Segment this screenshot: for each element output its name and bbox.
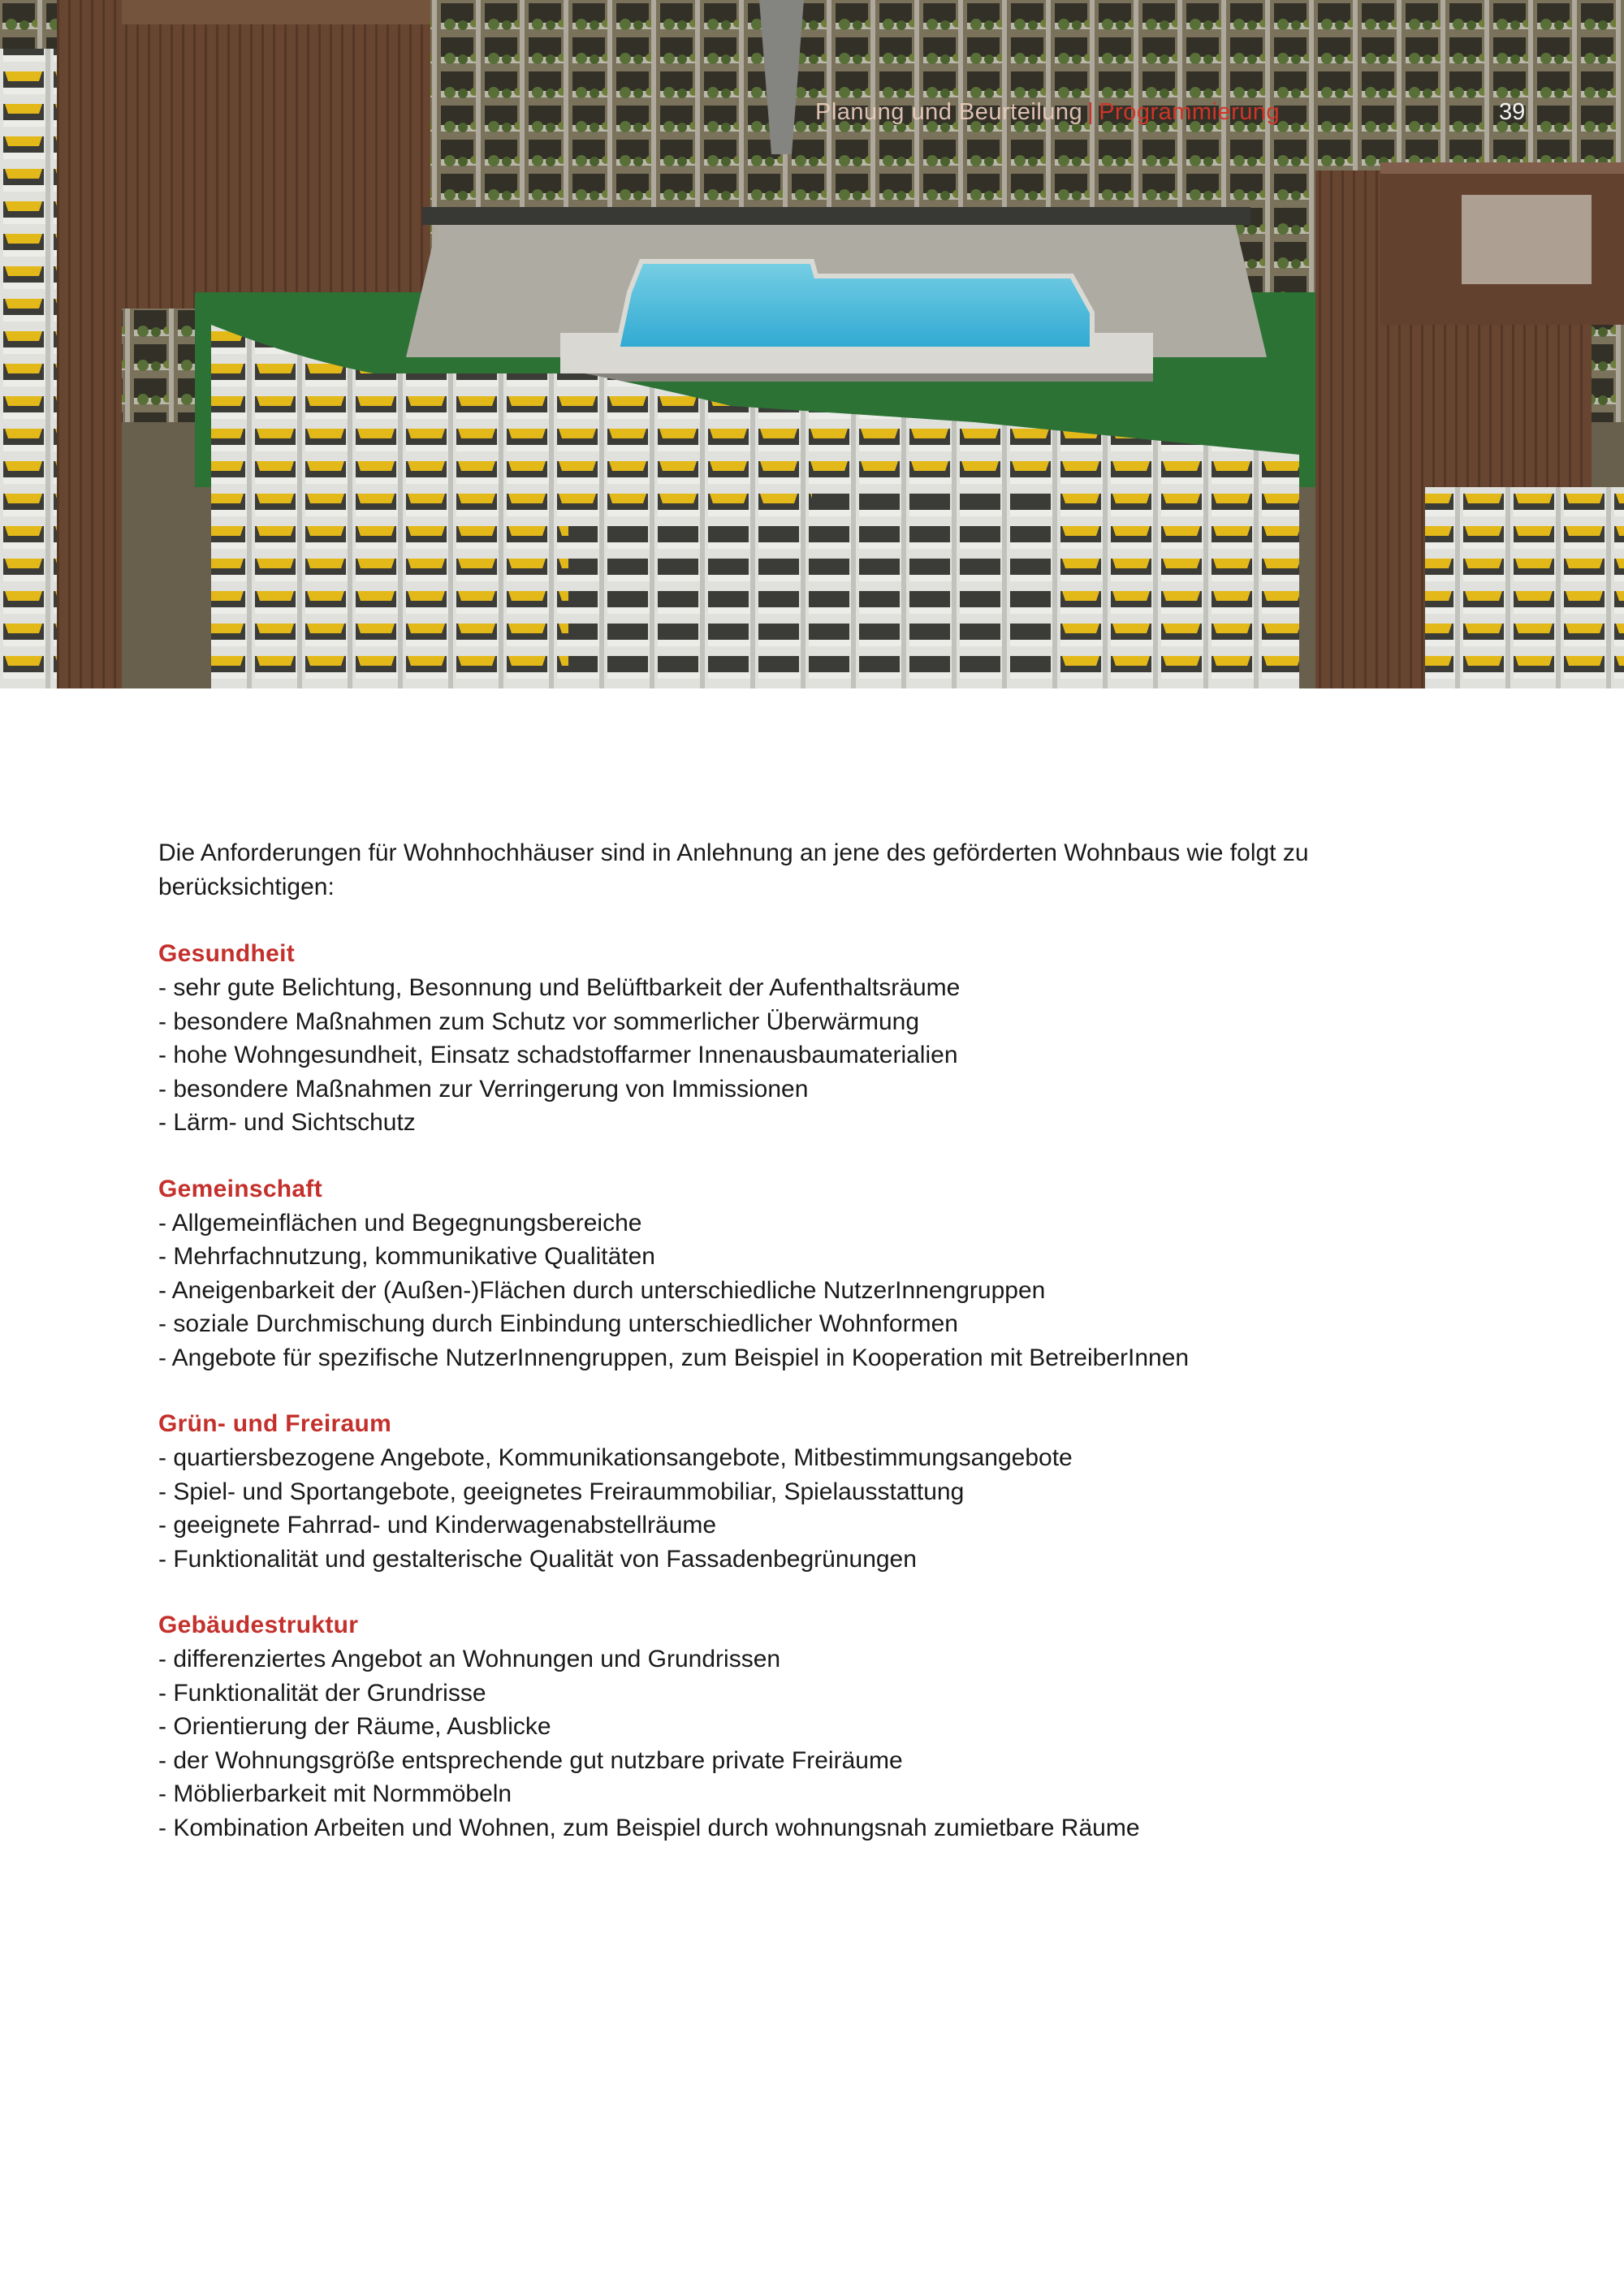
list-item: - Aneigenbarkeit der (Außen-)Flächen durch unterschiedliche NutzerInnengruppen [158, 1274, 1409, 1308]
list-item: - soziale Durchmischung durch Einbindung unterschiedlicher Wohnformen [158, 1307, 1409, 1341]
section-gemeinschaft [158, 1172, 1409, 1375]
list-item: - differenziertes Angebot an Wohnungen und Grundrissen [158, 1642, 1409, 1677]
bullet-list [158, 1441, 1409, 1576]
bullet-list [158, 1206, 1409, 1375]
list-item: - hohe Wohngesundheit, Einsatz schadstoffarmer Innenausbaumaterialien [158, 1038, 1409, 1072]
main-content [158, 836, 1409, 1877]
list-item: - sehr gute Belichtung, Besonnung und Belüftbarkeit der Aufenthaltsräume [158, 971, 1409, 1005]
bullet-list [158, 1642, 1409, 1845]
section-heading: Gemeinschaft [158, 1175, 322, 1202]
list-item: - Angebote für spezifische NutzerInnengruppen, zum Beispiel in Kooperation mit BetreiberInnen [158, 1341, 1409, 1375]
list-item: - Lärm- und Sichtschutz [158, 1106, 1409, 1140]
list-item: - besondere Maßnahmen zum Schutz vor sommerlicher Überwärmung [158, 1005, 1409, 1039]
list-item: - Spiel- und Sportangebote, geeignetes Freiraummobiliar, Spielausstattung [158, 1475, 1409, 1509]
list-item: - Mehrfachnutzung, kommunikative Qualitäten [158, 1240, 1409, 1274]
list-item: - Möblierbarkeit mit Normmöbeln [158, 1777, 1409, 1811]
list-item: - Kombination Arbeiten und Wohnen, zum Beispiel durch wohnungsnah zumietbare Räume [158, 1811, 1409, 1845]
running-head-chapter: Programmierung [1099, 99, 1281, 125]
bullet-list [158, 971, 1409, 1140]
list-item: - besondere Maßnahmen zur Verringerung von Immissionen [158, 1072, 1409, 1107]
section-gebaeudestruktur [158, 1608, 1409, 1845]
list-item: - der Wohnungsgröße entsprechende gut nutzbare private Freiräume [158, 1744, 1409, 1778]
running-head [815, 99, 1280, 126]
list-item: - Allgemeinflächen und Begegnungsbereiche [158, 1206, 1409, 1241]
list-item: - geeignete Fahrrad- und Kinderwagenabstellräume [158, 1508, 1409, 1543]
page-number: 39 [1499, 99, 1526, 125]
list-item: - Orientierung der Räume, Ausblicke [158, 1710, 1409, 1744]
hero-image [0, 0, 1624, 688]
section-heading: Gesundheit [158, 940, 296, 967]
section-heading: Gebäudestruktur [158, 1612, 359, 1638]
running-head-section: Planung und Beurteilung [815, 99, 1083, 125]
running-head-separator: | [1087, 99, 1095, 125]
intro-paragraph: Die Anforderungen für Wohnhochhäuser sind in Anlehnung an jene des geförderten Wohnbaus wie folgt zu berücksichtigen: [158, 839, 1309, 900]
list-item: - Funktionalität und gestalterische Qualität von Fassadenbegrünungen [158, 1543, 1409, 1577]
section-heading: Grün- und Freiraum [158, 1410, 392, 1437]
list-item: - Funktionalität der Grundrisse [158, 1677, 1409, 1711]
section-gruen-freiraum [158, 1407, 1409, 1576]
section-gesundheit [158, 937, 1409, 1140]
list-item: - quartiersbezogene Angebote, Kommunikationsangebote, Mitbestimmungsangebote [158, 1441, 1409, 1475]
